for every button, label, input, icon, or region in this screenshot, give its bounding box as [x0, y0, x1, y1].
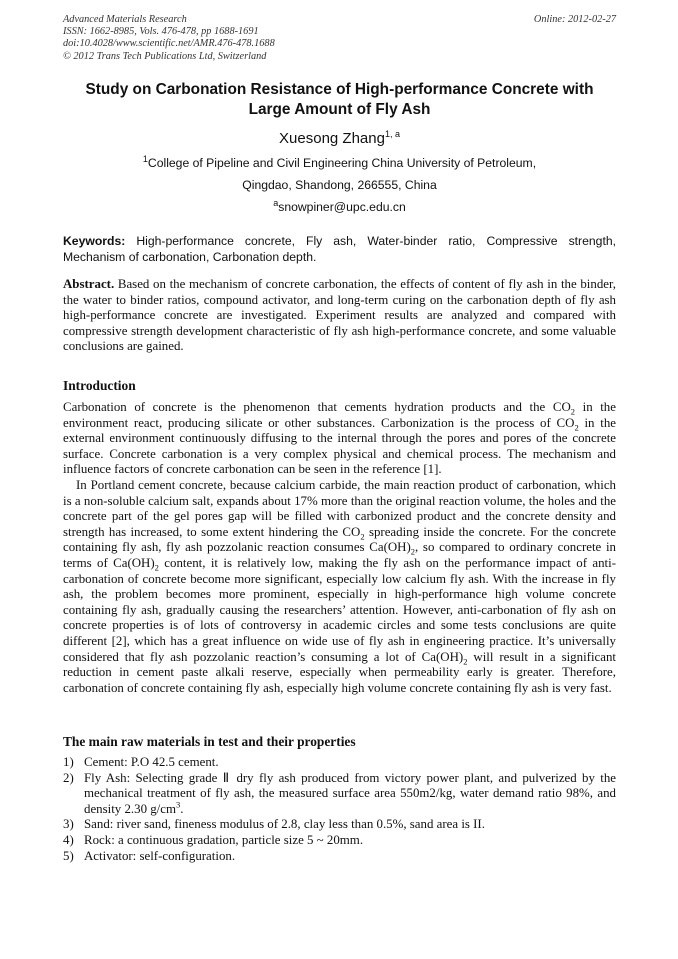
list-item: 2) Fly Ash: Selecting grade Ⅱ dry fly ash produced from victory power plant, and pulverized by the mechanical treatment of fly ash, the measured surface area 550m2/kg, water demand ratio 98%, and density 2.30 $g/cm^3$.	[63, 770, 616, 816]
email-superscript: a	[273, 197, 279, 208]
list-item: 3) Sand: river sand, fineness modulus of 2.8, clay less than 0.5%, sand area is II.	[63, 817, 485, 832]
copyright-line: © 2012 Trans Tech Publications Ltd, Switzerland	[63, 50, 267, 62]
online-date: Online: 2012-02-27	[533, 14, 616, 25]
keywords-text: High-performance concrete, Fly ash, Water-binder ratio, Compressive strength, Mechanism of carbonation, Carbonation depth.	[63, 234, 616, 264]
journal-header	[63, 14, 616, 63]
author-email: $^a$snowpiner@upc.edu.cn	[273, 197, 406, 214]
intro-paragraph-1: Carbonation of concrete is the phenomenon that cements hydration products and the $CO_2$ in the environment react, producing silicate or other substances. Carbonization is the process of $CO_2$ in the external environment continuously diffusing to the internal through the pores and pores of the concrete surface. Concrete carbonation is a very complex physical and chemical process. The mechanism and influence factors of concrete carbonation can be seen in the reference [1].	[63, 400, 616, 477]
keywords	[63, 234, 616, 265]
author-line	[63, 130, 616, 148]
keywords-label: Keywords:	[63, 234, 126, 248]
author-name: Xuesong Zhang	[279, 130, 385, 147]
list-item: 4) Rock: a continuous gradation, particle size 5 ~ 20mm.	[63, 832, 364, 847]
affiliation-superscript: 1	[142, 153, 148, 164]
list-item: 5) Activator: self-configuration.	[63, 848, 236, 863]
affiliation-line-1: $^1$College of Pipeline and Civil Engineering China University of Petroleum,	[142, 153, 537, 170]
doi-line: doi:10.4028/www.scientific.net/AMR.476-478.1688	[63, 38, 275, 50]
journal-name: Advanced Materials Research	[63, 14, 187, 25]
materials-list	[63, 755, 616, 864]
author-superscript: 1, a	[384, 129, 400, 139]
affiliation-line-2: Qingdao, Shandong, 266555, China	[242, 178, 437, 192]
abstract-text: Based on the mechanism of concrete carbonation, the effects of content of fly ash in the binder, the water to binder ratios, compound activator, and long-term curing on the carbonation depth of fly ash high-performance concrete are investigated. Experiment results are analyzed and compared with compressive strength development characteristic of fly ash high-performance concrete, and some valuable conclusions are gained.	[63, 277, 616, 354]
section-heading-materials: The main raw materials in test and their properties	[63, 734, 356, 749]
list-item: 1) Cement: P.O 42.5 cement.	[63, 755, 219, 769]
abstract-label: Abstract.	[63, 277, 115, 291]
issn-line: ISSN: 1662-8985, Vols. 476-478, pp 1688-1691	[63, 26, 259, 38]
introduction-body	[63, 400, 616, 696]
intro-paragraph-2: In Portland cement concrete, because calcium carbide, the main reaction product of carbonation, which is a non-soluble calcium salt, expands about 17% more than the original reaction volume, the holes and the concrete part of the gel pores gap will be filled with carbonized product and the concrete density and strength has increased, to some extent hindering the $CO_2$ spreading inside the concrete. For the concrete containing fly ash, fly ash pozzolanic reaction consumes $Ca(OH)_2$, so compared to ordinary concrete in terms of $Ca(OH)_2$ content, it is relatively low, making the fly ash on the performance impact of anti-carbonation of concrete become more significant, especially low calcium fly ash. With the increase in fly ash, the problem becomes more prominent, especially in high-performance high volume concrete containing fly ash, gradually causing the researchers’ attention. However, anti-carbonation of fly ash on concrete properties is of lots of controversy in academic circles and some tests conclusions are quite different [2], which has a great influence on wide use of fly ash in engineering practice. It’s universally considered that fly ash pozzolanic reaction’s consuming a lot of $Ca(OH)_2$ will result in a significant reduction in cement paste alkali reserve, especially when permeability early is greater. Therefore, carbonation of concrete containing fly ash, especially high volume concrete containing fly ash is very fast.	[63, 477, 616, 695]
section-heading-introduction: Introduction	[63, 378, 136, 393]
abstract	[63, 277, 616, 355]
paper-title: Study on Carbonation Resistance of High-performance Concrete with Large Amount of Fly Ash	[85, 81, 594, 118]
